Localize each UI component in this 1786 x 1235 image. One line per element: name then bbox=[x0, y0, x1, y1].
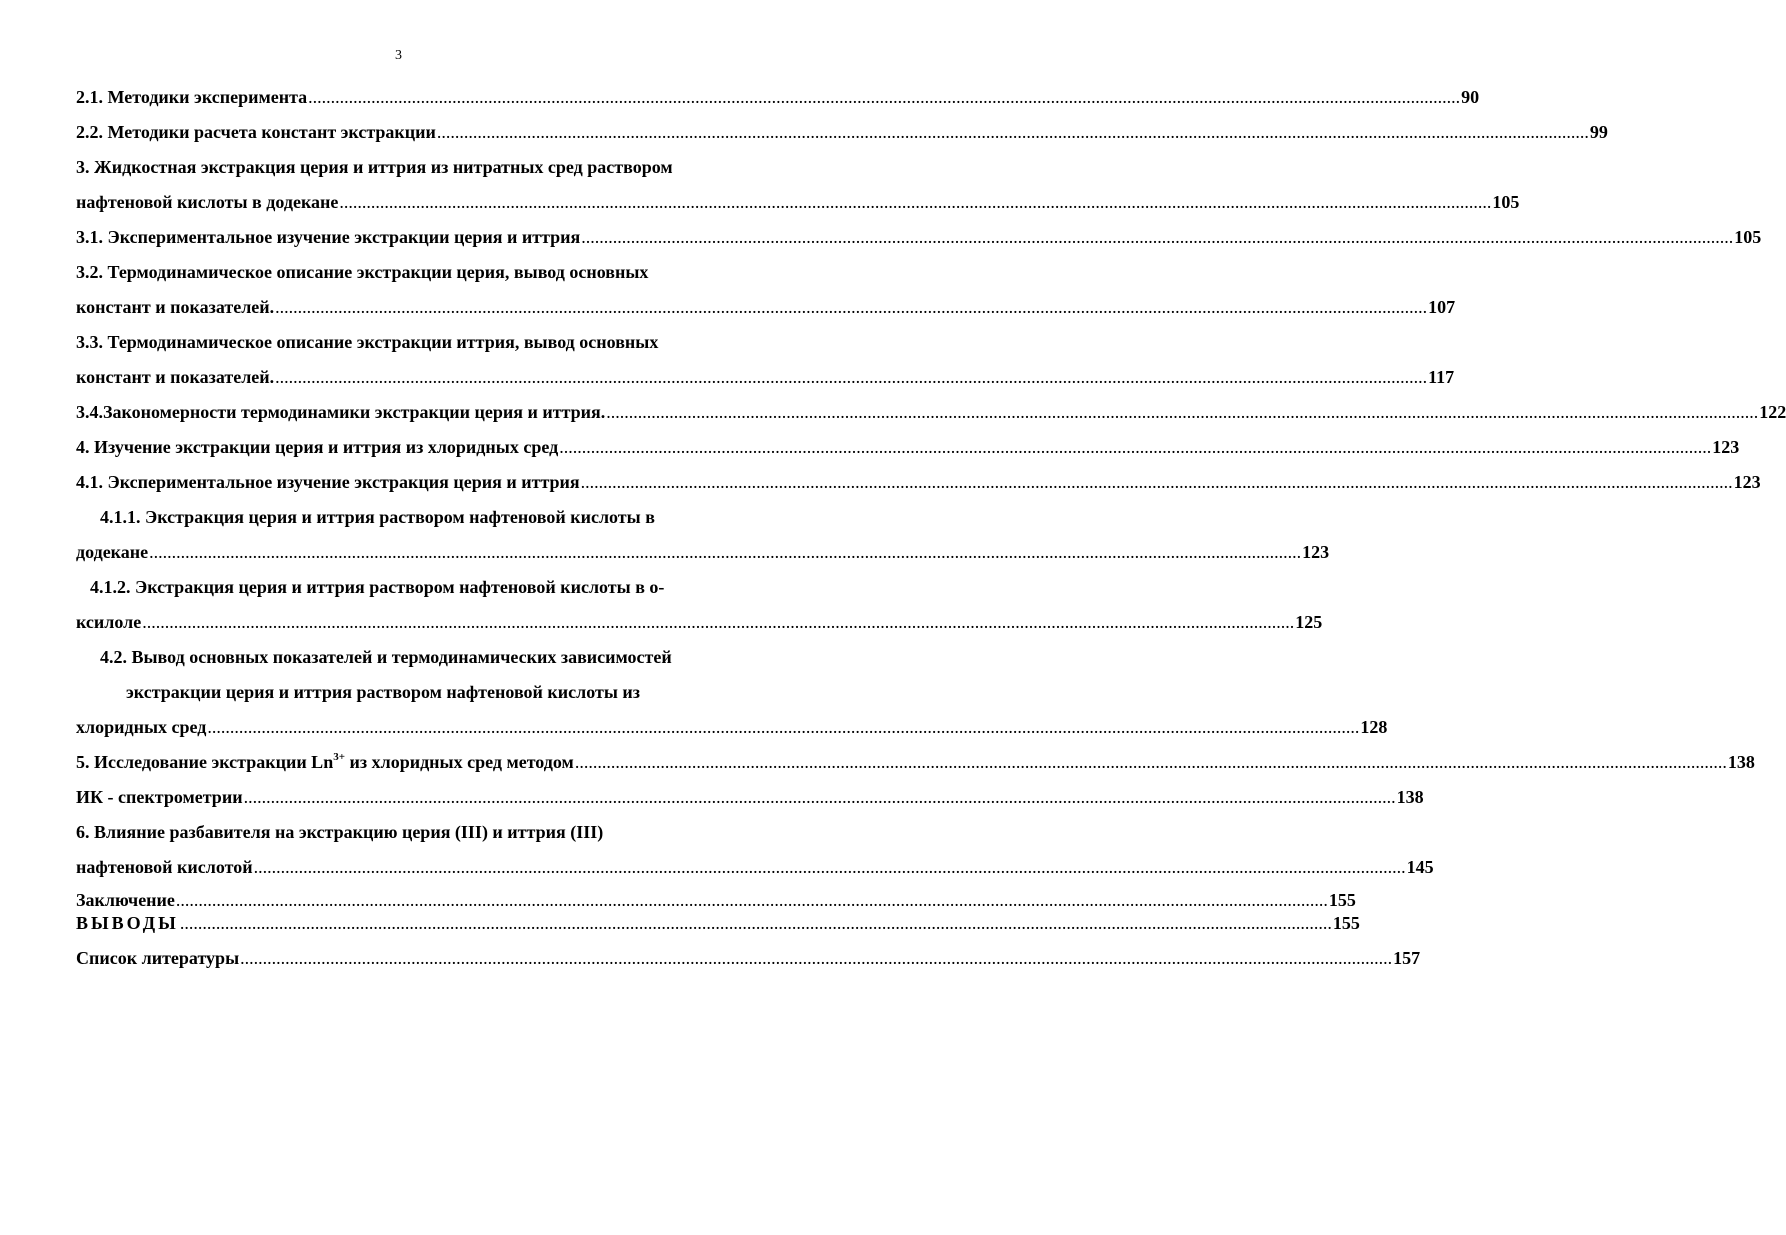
toc-entry-2-1[interactable] bbox=[76, 80, 1480, 115]
page-number: 3 bbox=[395, 48, 402, 63]
toc-entry-page: 99 bbox=[1589, 122, 1608, 142]
toc-entry-3-1[interactable] bbox=[76, 220, 1762, 255]
toc-entry-title: 4. Изучение экстракции церия и иттрия из хлоридных сред bbox=[76, 437, 559, 457]
toc-entry-2-2[interactable] bbox=[76, 115, 1608, 150]
dot-leader bbox=[581, 220, 1733, 255]
dot-leader bbox=[254, 850, 1406, 885]
toc-entry-4-1-2-line2[interactable] bbox=[76, 605, 1323, 640]
dot-leader bbox=[180, 912, 1332, 935]
toc-entry-page: 105 bbox=[1734, 227, 1762, 247]
toc-entry-page: 122 bbox=[1759, 402, 1786, 422]
toc-entry-3-3-line1[interactable] bbox=[76, 325, 719, 360]
toc-entry-title-cont: экстракции церия и иттрия раствором нафтеновой кислоты из bbox=[126, 682, 641, 702]
toc-entry-title-cont: додекане bbox=[76, 542, 149, 562]
toc-entry-title: 3.2. Термодинамическое описание экстракции церия, вывод основных bbox=[76, 262, 649, 282]
toc-entry-4-2-line2[interactable] bbox=[76, 675, 719, 710]
toc-entry-title: 3. Жидкостная экстракция церия и иттрия из нитратных сред раствором bbox=[76, 157, 673, 177]
toc-entry-4-1-2-line1[interactable] bbox=[76, 570, 719, 605]
dot-leader bbox=[149, 535, 1301, 570]
toc-entry-references[interactable] bbox=[76, 941, 1421, 976]
toc-entry-page: 105 bbox=[1492, 192, 1520, 212]
toc-entry-title-cont: хлоридных сред bbox=[76, 717, 207, 737]
toc-entry-6-line2[interactable] bbox=[76, 850, 1434, 885]
toc-entry-page: 145 bbox=[1406, 857, 1434, 877]
dot-leader bbox=[275, 290, 1427, 325]
toc-entry-3-2-line1[interactable] bbox=[76, 255, 719, 290]
toc-entry-page: 123 bbox=[1733, 472, 1761, 492]
toc-entry-6-line1[interactable] bbox=[76, 815, 719, 850]
toc-entry-4-2-line3[interactable] bbox=[76, 710, 1388, 745]
dot-leader bbox=[437, 115, 1589, 150]
toc-entry-title: 4.1. Экспериментальное изучение экстракция церия и иттрия bbox=[76, 472, 580, 492]
toc-entry-3-3-line2[interactable] bbox=[76, 360, 1455, 395]
toc-entry-title-cont: нафтеновой кислоты в додекане bbox=[76, 192, 339, 212]
toc-entry-title-cont: констант и показателей. bbox=[76, 297, 275, 317]
toc-entry-page: 138 bbox=[1727, 752, 1755, 772]
toc-entry-title-cont: нафтеновой кислотой bbox=[76, 857, 253, 877]
dot-leader bbox=[581, 465, 1733, 500]
toc-entry-title: Список литературы bbox=[76, 948, 240, 968]
toc-entry-3-line2[interactable] bbox=[76, 185, 1520, 220]
toc-entry-title: ВЫВОДЫ bbox=[76, 913, 179, 933]
toc-entry-title-cont: ксилоле bbox=[76, 612, 142, 632]
toc-entry-title: 3.3. Термодинамическое описание экстракции иттрия, вывод основных bbox=[76, 332, 659, 352]
toc-entry-4-1[interactable] bbox=[76, 465, 1761, 500]
toc-entry-4-1-1-line2[interactable] bbox=[76, 535, 1330, 570]
table-of-contents bbox=[76, 80, 1786, 976]
dot-leader bbox=[240, 941, 1392, 976]
toc-entry-3-4[interactable] bbox=[76, 395, 1786, 430]
toc-entry-4-1-1-line1[interactable] bbox=[76, 500, 719, 535]
toc-entry-title: 6. Влияние разбавителя на экстракцию церия (III) и иттрия (III) bbox=[76, 822, 604, 842]
toc-entry-4-2-line1[interactable] bbox=[76, 640, 719, 675]
toc-entry-page: 117 bbox=[1428, 367, 1455, 387]
toc-entry-title-cont: констант и показателей. bbox=[76, 367, 275, 387]
toc-entry-page: 155 bbox=[1328, 890, 1356, 910]
dot-leader bbox=[606, 395, 1758, 430]
dot-leader bbox=[142, 605, 1294, 640]
toc-entry-page: 123 bbox=[1712, 437, 1740, 457]
toc-entry-title: 4.2. Вывод основных показателей и термодинамических зависимостей bbox=[100, 647, 672, 667]
toc-entry-page: 107 bbox=[1428, 297, 1456, 317]
dot-leader bbox=[308, 80, 1460, 115]
toc-entry-title: ИК - спектрометрии bbox=[76, 787, 243, 807]
toc-entry-title: 4.1.2. Экстракция церия и иттрия раствором нафтеновой кислоты в о- bbox=[90, 577, 665, 597]
toc-entry-title: Заключение bbox=[76, 890, 175, 910]
toc-entry-conclusion[interactable] bbox=[76, 889, 1356, 912]
dot-leader bbox=[275, 360, 1427, 395]
toc-entry-page: 123 bbox=[1302, 542, 1330, 562]
toc-entry-findings[interactable] bbox=[76, 912, 1360, 935]
toc-entry-title: 2.1. Методики эксперимента bbox=[76, 87, 308, 107]
superscript-charge: 3+ bbox=[333, 751, 345, 763]
toc-entry-page: 155 bbox=[1332, 913, 1360, 933]
toc-entry-title: 4.1.1. Экстракция церия и иттрия раствором нафтеновой кислоты в bbox=[100, 507, 655, 527]
toc-entry-title: 3.1. Экспериментальное изучение экстракции церия и иттрия bbox=[76, 227, 581, 247]
toc-entry-page: 157 bbox=[1393, 948, 1421, 968]
dot-leader bbox=[176, 889, 1328, 912]
dot-leader bbox=[244, 780, 1396, 815]
toc-entry-title: 2.2. Методики расчета констант экстракции bbox=[76, 122, 436, 142]
toc-entry-3-line1[interactable] bbox=[76, 150, 719, 185]
dot-leader bbox=[575, 745, 1727, 780]
toc-entry-page: 125 bbox=[1295, 612, 1323, 632]
dot-leader bbox=[207, 710, 1359, 745]
toc-entry-4[interactable] bbox=[76, 430, 1740, 465]
toc-entry-title: Закономерности термодинамики экстракции церия и иттрия. bbox=[103, 402, 606, 422]
toc-entry-page: 138 bbox=[1396, 787, 1424, 807]
dot-leader bbox=[339, 185, 1491, 220]
toc-entry-3-2-line2[interactable] bbox=[76, 290, 1456, 325]
toc-entry-5[interactable] bbox=[76, 745, 1755, 780]
dot-leader bbox=[559, 430, 1711, 465]
toc-entry-5-cont[interactable] bbox=[76, 780, 1424, 815]
toc-entry-title: 5. Исследование экстракции $Ln^{3+}$ из хлоридных сред методом bbox=[76, 751, 574, 772]
toc-entry-page: 128 bbox=[1360, 717, 1388, 737]
toc-entry-page: 90 bbox=[1461, 87, 1480, 107]
toc-entry-number: 3.4. bbox=[76, 402, 103, 422]
